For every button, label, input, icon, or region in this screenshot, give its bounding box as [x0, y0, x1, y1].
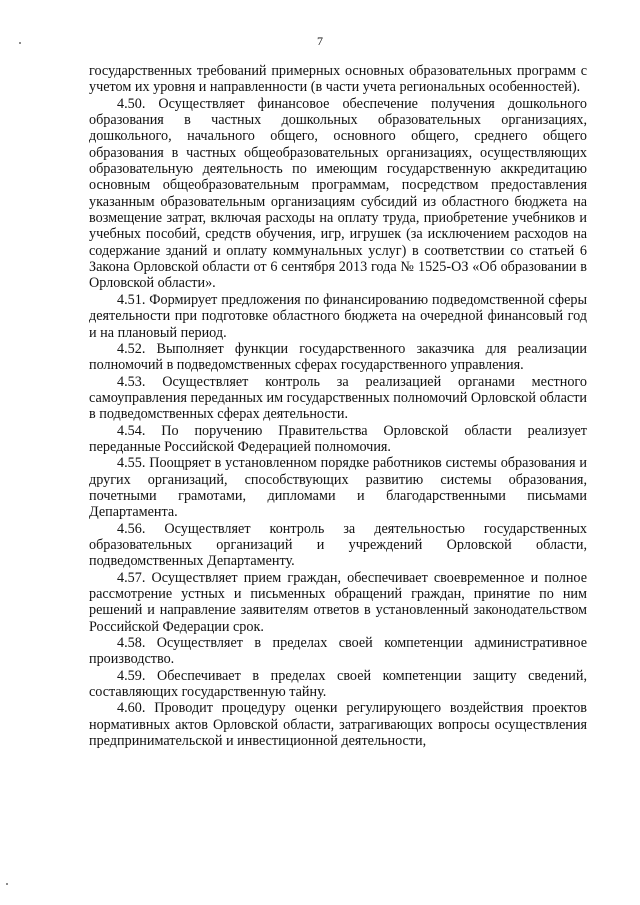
paragraph-4-57: 4.57. Осуществляет прием граждан, обеспечивает своевременное и полное рассмотрение устных и письменных обращений граждан, принятие по ним решений и направление заявителям ответов в установленный законодательством Российской Федерации срок.	[89, 569, 587, 635]
paragraph-4-59: 4.59. Обеспечивает в пределах своей компетенции защиту сведений, составляющих государственную тайну.	[89, 667, 587, 701]
scan-speck	[19, 42, 21, 44]
paragraph-4-55: 4.55. Поощряет в установленном порядке работников системы образования и других организаций, способствующих развитию системы образования, почетными грамотами, дипломами и благодарственными письмами Департамента.	[89, 455, 587, 521]
paragraph-4-51: 4.51. Формирует предложения по финансированию подведомственной сферы деятельности при подготовке областного бюджета на очередной финансовый год и на плановый период.	[89, 291, 587, 341]
document-body	[89, 63, 587, 749]
paragraph-4-60: 4.60. Проводит процедуру оценки регулирующего воздействия проектов нормативных актов Орловской области, затрагивающих вопросы осуществления предпринимательской и инвестиционной деятельности,	[89, 700, 587, 750]
paragraph-4-54: 4.54. По поручению Правительства Орловской области реализует переданные Российской Федерацией полномочия.	[89, 422, 587, 455]
page-number: 7	[317, 34, 323, 48]
paragraph-continuation: государственных требований примерных основных образовательных программ с учетом их уровня и направленности (в части учета региональных особенностей).	[89, 63, 587, 96]
paragraph-4-56: 4.56. Осуществляет контроль за деятельностью государственных образовательных организаций и учреждений Орловской области, подведомственных Департаменту.	[89, 520, 587, 570]
paragraph-4-58: 4.58. Осуществляет в пределах своей компетенции административное производство.	[89, 635, 587, 668]
paragraph-4-53: 4.53. Осуществляет контроль за реализацией органами местного самоуправления переданных им государственных полномочий Орловской области в подведомственных сферах деятельности.	[89, 373, 587, 423]
paragraph-4-52: 4.52. Выполняет функции государственного заказчика для реализации полномочий в подведомственных сферах государственного управления.	[89, 340, 587, 374]
paragraph-4-50: 4.50. Осуществляет финансовое обеспечение получения дошкольного образования в частных дошкольных образовательных организациях, дошкольного, начального общего, основного общего, среднего общего образования в частных общеобразовательных организациях, осуществляющих образовательную деятельность по имеющим государственную аккредитацию основным общеобразовательным программам, посредством предоставления указанным образовательным организациям субсидий из областного бюджета на возмещение затрат, включая расходы на оплату труда, приобретение учебников и учебных пособий, средств обучения, игр, игрушек (за исключением расходов на содержание зданий и оплату коммунальных услуг) в соответствии со статьей 6 Закона Орловской области от 6 сентября 2013 года № 1525-ОЗ «Об образовании в Орловской области».	[89, 95, 587, 292]
scan-speck	[6, 883, 8, 885]
